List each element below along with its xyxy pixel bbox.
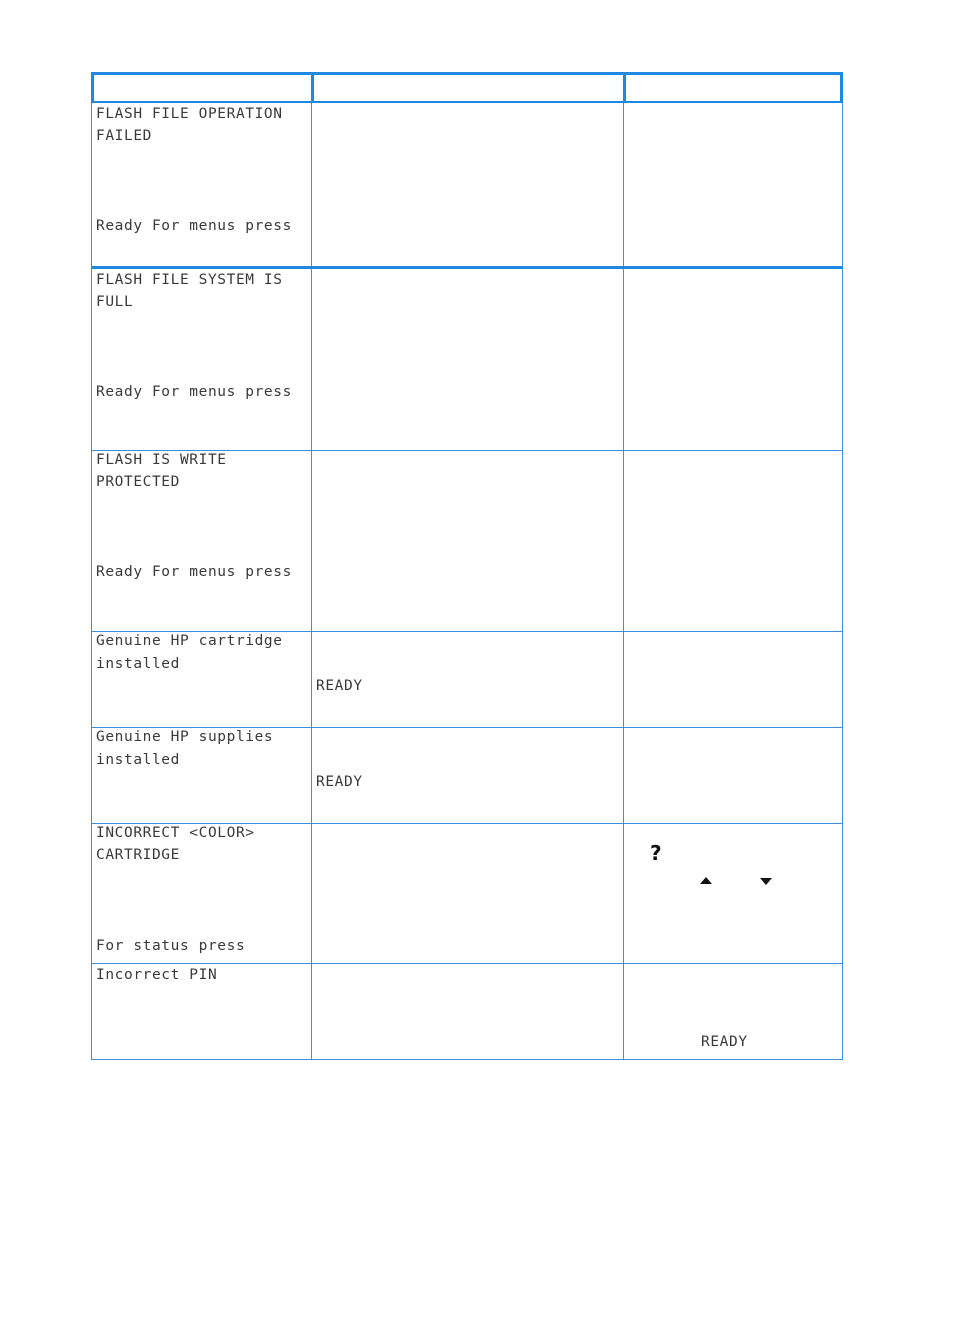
message-cell: [92, 632, 312, 727]
header-cell-description: [314, 75, 626, 101]
action-cell: [624, 269, 842, 450]
message-hint: For status press: [96, 938, 246, 954]
table-row: [91, 451, 843, 632]
status-text: READY: [316, 678, 363, 694]
table-row: [91, 824, 843, 964]
up-arrow-icon: [700, 877, 712, 884]
message-hint: Ready For menus press: [96, 564, 292, 580]
message-cell: [92, 964, 312, 1059]
header-cell-action: [626, 75, 840, 101]
action-cell: [624, 451, 842, 631]
status-text: READY: [701, 1034, 748, 1050]
table-row: [91, 964, 843, 1060]
message-table: [91, 72, 843, 1060]
message-line-2: installed: [96, 656, 180, 672]
status-text: READY: [316, 774, 363, 790]
message-cell: [92, 824, 312, 963]
action-cell: [624, 728, 842, 823]
message-cell: [92, 103, 312, 266]
message-line-2: FAILED: [96, 128, 152, 144]
table-row: [91, 632, 843, 728]
description-cell: [312, 269, 624, 450]
message-line-1: Incorrect PIN: [96, 967, 218, 983]
message-line-1: Genuine HP supplies: [96, 729, 274, 745]
action-cell: [624, 632, 842, 727]
message-line-2: installed: [96, 752, 180, 768]
description-cell: [312, 824, 624, 963]
message-line-1: Genuine HP cartridge: [96, 633, 283, 649]
table-header: [91, 72, 843, 103]
table-row: [91, 269, 843, 451]
message-line-1: INCORRECT <COLOR>: [96, 825, 255, 841]
message-line-2: PROTECTED: [96, 474, 180, 490]
description-cell: [312, 964, 624, 1059]
action-cell: [624, 964, 842, 1059]
action-cell: [624, 824, 842, 963]
action-cell: [624, 103, 842, 266]
header-cell-message: [94, 75, 314, 101]
table-row: [91, 103, 843, 269]
message-line-1: FLASH FILE SYSTEM IS: [96, 272, 283, 288]
message-cell: [92, 269, 312, 450]
message-line-2: CARTRIDGE: [96, 847, 180, 863]
down-arrow-icon: [760, 878, 772, 885]
description-cell: [312, 103, 624, 266]
message-hint: Ready For menus press: [96, 384, 292, 400]
message-cell: [92, 451, 312, 631]
help-icon: ?: [650, 841, 662, 865]
description-cell: [312, 632, 624, 727]
table-row: [91, 728, 843, 824]
message-cell: [92, 728, 312, 823]
message-line-2: FULL: [96, 294, 134, 310]
message-line-1: FLASH FILE OPERATION: [96, 106, 283, 122]
description-cell: [312, 728, 624, 823]
message-hint: Ready For menus press: [96, 218, 292, 234]
description-cell: [312, 451, 624, 631]
message-line-1: FLASH IS WRITE: [96, 452, 227, 468]
